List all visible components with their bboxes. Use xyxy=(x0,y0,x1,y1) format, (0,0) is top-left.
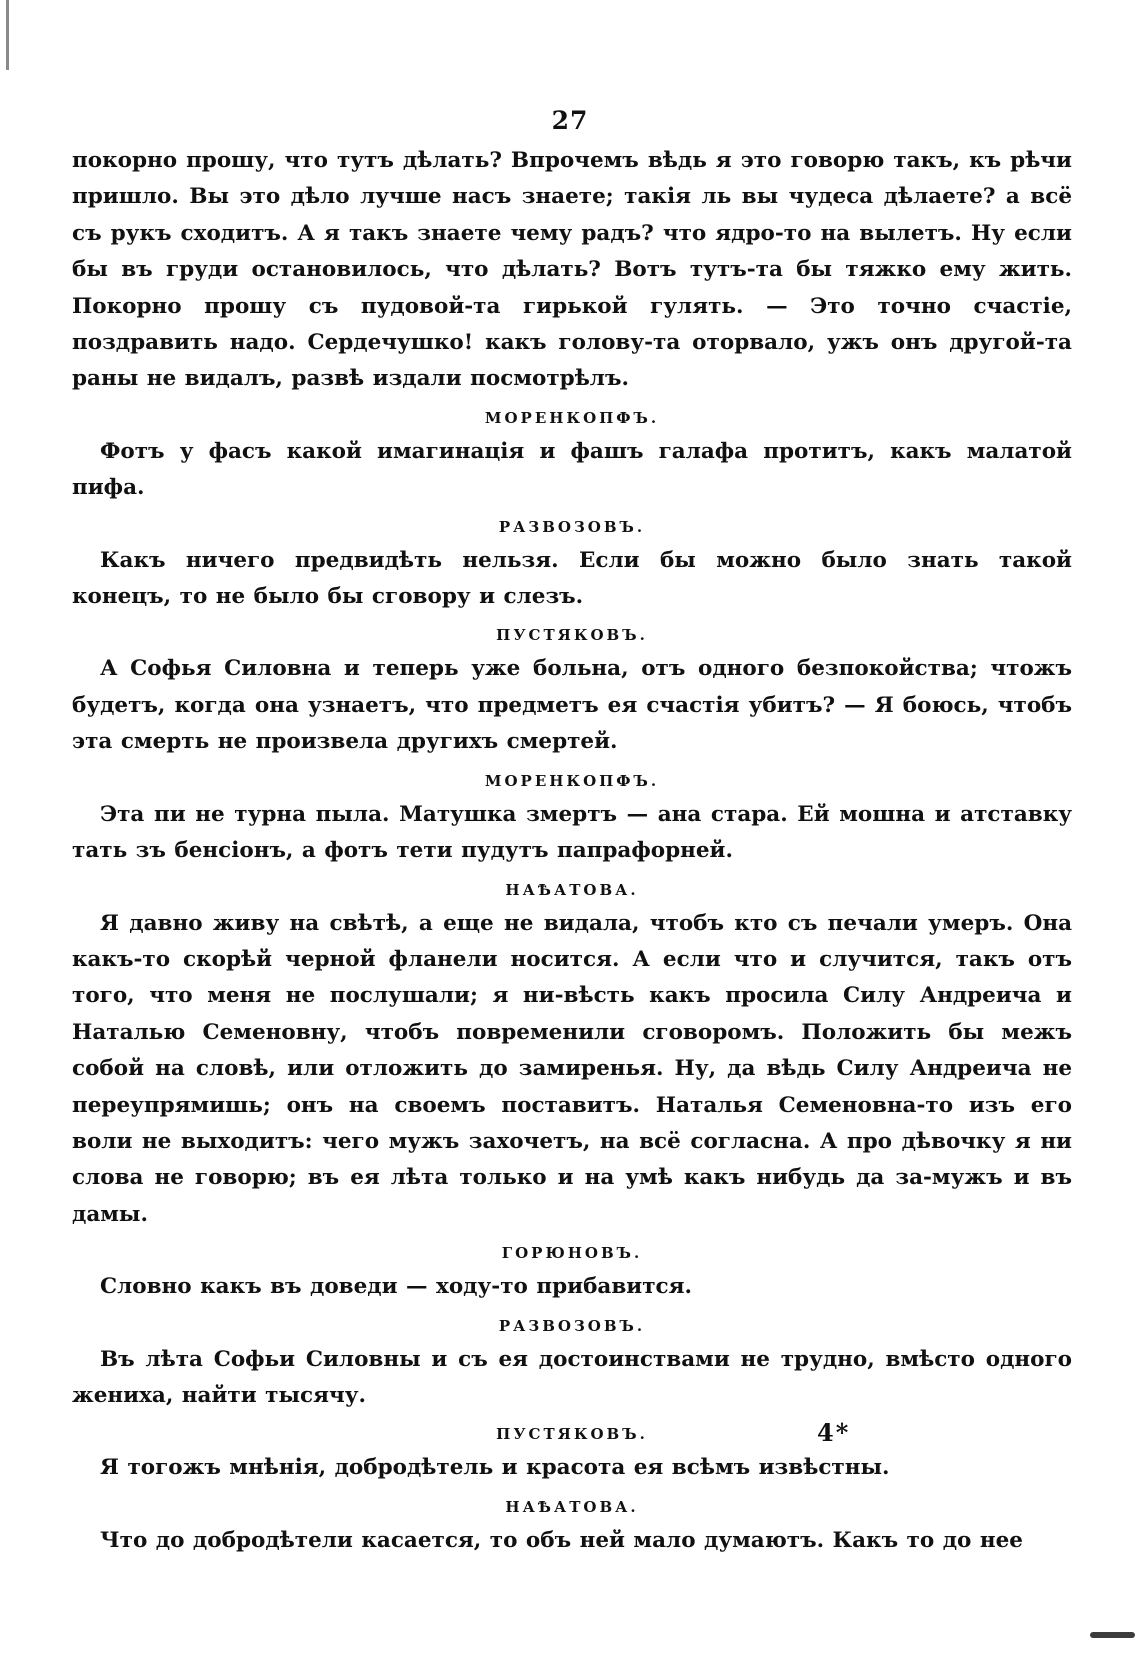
paragraph: Фотъ у фасъ какой имагинація и фашъ галафа протитъ, какъ малатой пифа. xyxy=(72,438,1072,501)
speaker-name: НАѢАТОВА. xyxy=(505,1497,639,1516)
paragraph: Я тогожъ мнѣнія, добродѣтель и красота ея всѣмъ извѣстны. xyxy=(100,1455,890,1481)
speaker-name: ГОРЮНОВЪ. xyxy=(501,1244,643,1263)
paragraph: покорно прошу, что тутъ дѣлать? Впрочемъ вѣдь я это говорю такъ, къ рѣчи пришло. Вы это дѣло лучше насъ знаете; такія ль вы чудеса дѣлаете? а всё съ рукъ сходитъ. А я такъ знаете чему радъ? что ядро-то на вылетъ. Ну если бы въ груди остановилось, что дѣлать? Вотъ тутъ-та бы тяжко ему жить. Покорно прошу съ пудовой-та гирькой гулять. — Это точно счастіе, поздравить надо. Сердечушко! какъ голову-та оторвало, ужъ онъ другой-та раны не видалъ, развѣ издали посмотрѣлъ. xyxy=(72,148,1072,392)
paragraph: Эта пи не турна пыла. Матушка змертъ — ана стара. Ей мошна и атставку тать зъ бенсіонъ, а фотъ тети пудутъ папрафорней. xyxy=(72,801,1072,864)
speaker-name: НАѢАТОВА. xyxy=(505,880,639,899)
speaker-name: РАЗВОЗОВЪ. xyxy=(498,1316,646,1335)
paragraph: Что до добродѣтели касается, то объ ней мало думаютъ. Какъ то до нее xyxy=(100,1527,1023,1553)
paragraph: Въ лѣта Софьи Силовны и съ ея достоинствами не трудно, вмѣсто одного жениха, найти тысячу. xyxy=(72,1346,1072,1408)
paragraph: А Софья Силовна и теперь уже больна, отъ одного безпокойства; чтожъ будетъ, когда она узнаетъ, что предметъ ея счастія убитъ? — Я боюсь, чтобъ эта смерть не произвела другихъ смертей. xyxy=(72,656,1072,755)
page-edge-mark xyxy=(6,0,9,70)
signature-mark: 4* xyxy=(817,1418,851,1447)
speaker-name: МОРЕНКОПФЪ. xyxy=(484,408,660,427)
speaker-name: МОРЕНКОПФЪ. xyxy=(484,771,660,790)
paragraph: Какъ ничего предвидѣть нельзя. Если бы можно было знать такой конецъ, то не было бы сговору и слезъ. xyxy=(72,547,1072,610)
paragraph: Словно какъ въ доведи — ходу-то прибавится. xyxy=(100,1274,693,1300)
speaker-name: ПУСТЯКОВЪ. xyxy=(496,626,648,645)
page-number: 27 xyxy=(551,106,589,135)
scan-corner-mark xyxy=(1090,1632,1135,1638)
speaker-name: РАЗВОЗОВЪ. xyxy=(498,517,646,536)
text-block xyxy=(72,143,1072,1565)
speaker-name: ПУСТЯКОВЪ. xyxy=(496,1425,648,1444)
paragraph: Я давно живу на свѣтѣ, а еще не видала, чтобъ кто съ печали умеръ. Она какъ-то скорѣй черной фланели носится. А если что и случится, такъ отъ того, что меня не послушали; я ни-вѣсть какъ просила Силу Андреича и Наталью Семеновну, чтобъ повременили сговоромъ. Положить бы межъ собой на словѣ, или отложить до замиренья. Ну, да вѣдь Силу Андреича не переупрямишь; онъ на своемъ поставитъ. Наталья Семеновна-то изъ его воли не выходитъ: чего мужъ захочетъ, на всё согласна. А про дѣвочку я ни слова не говорю; въ ея лѣта только и на умѣ какъ нибудь да за-мужъ и въ дамы. xyxy=(72,910,1072,1227)
